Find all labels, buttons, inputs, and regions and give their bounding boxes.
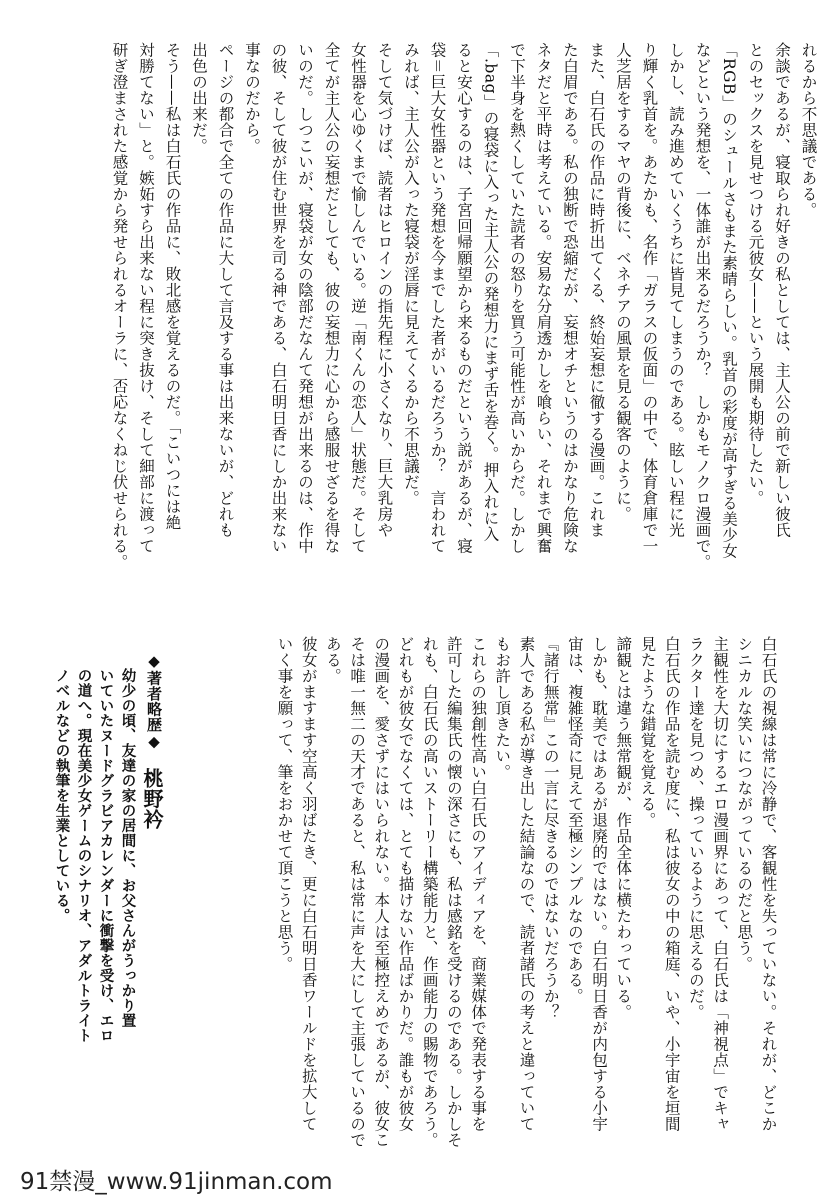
upper-text-line: り輝く乳首を。あたかも、名作「ガラスの仮面」の中で、体育倉庫で一 [640,42,659,554]
upper-text-line: ると安心するのは、子宮回帰願望から来るものだという説があるが、寝 [455,42,473,554]
lower-text-line: 許可した編集氏の懐の深さにも、私は感銘を受けるのである。しかしそ [444,636,463,1148]
upper-text-line: 「.bag」の寝袋に入った主人公の発想力にまず舌を巻く。押入れに入 [481,42,500,543]
lower-text-line: 諦観とは違う無常観が、作品全体に横たわっている。 [614,636,633,1020]
upper-text-line: 人芝居をするマヤの背後に、ベネチアの風景を見る観客のように。 [614,42,632,522]
upper-text-line: ページの都合で全ての作品に大して言及する事は出来ないが、どれも [216,42,235,538]
lower-text-line: 宙は、複雑怪奇に見えて至極シンプルなのである。 [565,636,584,1004]
upper-text-line: とのセックスを見せつける元彼女——という展開も期待したい。 [746,42,765,506]
upper-text-line: 「RGB」のシュールさもまた素晴らしい。乳首の彩度が高すぎる美少女 [720,42,738,559]
lower-text-line: いく事を願って、筆をおかせて頂こうと思う。 [275,636,294,972]
upper-text-line: などという発想を、一体誰が出来るだろうか？ しかもモノクロ漫画で。 [693,42,712,570]
author-bio-line: ノベルなどの執筆を生業としている。 [53,668,70,923]
upper-text-line: そう——私は白石氏の作品に、敗北感を覚えるのだ。「こいつには絶 [163,42,182,531]
lower-text-line: の漫画を、愛さずにはいられない。本人は至極控えめであるが、彼女こ [372,636,391,1148]
upper-text-line: 出色の出来だ。 [190,42,208,154]
lower-text-line: 『諸行無常』この一言に尽きるのではないだろうか？ [541,636,560,1020]
lower-text-line: これらの独創性高い白石氏のアイディアを、商業媒体で発表する事を [469,636,488,1132]
upper-text-line: 全てが主人公の妄想だとしても、彼の妄想力に心から感服せざるを得な [322,42,341,554]
upper-text-line: 事なのだから。 [243,42,261,154]
lower-text-line: シニカルな笑いにつながっているのだと思う。 [735,636,754,972]
author-bio-line: 幼少の頃、友達の家の居間に、お父さんがうっかり置 [119,668,136,1028]
upper-text-line: れるから不思議である。 [799,42,818,218]
site-watermark: 91禁漫_www.91jinman.com [16,1168,337,1196]
lower-text-line: れも、白石氏の高いストーリー構築能力と、作画能力の賜物であろう。 [420,636,439,1148]
upper-text-line: た白眉である。私の独断で恐縮だが、妄想オチというのはかなり危険な [561,42,579,554]
upper-text-line: また、白石氏の作品に時折出てくる、終始妄想に徹する漫画。これま [587,42,606,538]
lower-text-line: そは唯一無二の天才であると、私は常に声を大にして主張しているので [348,636,367,1148]
author-heading: ◆著者略歴◆ [145,652,163,751]
lower-text-line: 彼女がますます空高く羽ばたき、更に白石明日香ワールドを拡大して [299,636,318,1132]
upper-text-line: いのだ。しつこいが、寝袋が女の陰部だなんて発想が出来るのは、作中 [296,42,314,554]
upper-text-line: 研ぎ澄まされた感覚から発せられるオーラに、否応なくねじ伏せられる。 [110,42,129,570]
upper-text-line: 袋＝巨大女性器という発想を今までした者がいるだろうか？ 言われて [428,42,447,555]
lower-text-line: ラクター達を見つめ、操っているように思えるのだ。 [686,636,705,1020]
lower-text-line: しかも、耽美ではあるが退廃的ではない。白石明日香が内包する小宇 [590,636,609,1132]
upper-text-line: ネタだと平時は考えている。安易な分肩透かしを喰らい、それまで興奮 [534,42,553,554]
upper-text-line: 対勝てない」と。嫉妬すら出来ない程に突き抜け、そして細部に渡って [137,42,155,554]
upper-text-line: 女性器を心ゆくまで愉しんでいる。逆「南くんの恋人」状態だ。そして [349,42,367,554]
lower-text-line: 白石氏の作品を読む度に、私は彼女の中の箱庭、いや、小宇宙を垣間 [662,636,681,1132]
lower-text-line: もお許し頂きたい。 [493,636,512,780]
upper-text-line: で下半身を熱くしていた読者の怒りを買う可能性が高いからだ。しかし [508,42,526,554]
lower-text-line: ある。 [323,636,342,684]
upper-text-line: しかし、読み進めていくうちに皆見てしまうのである。眩しい程に光 [667,42,685,538]
upper-text-line: 余談であるが、寝取られ好きの私としては、主人公の前で新しい彼氏 [773,42,791,538]
lower-text-line: 見たような錯覚を覚える。 [638,636,657,828]
upper-text-line: そして気づけば、読者はヒロインの指先程に小さくなり、巨大乳房や [375,42,394,538]
author-name: 桃野衿 [140,768,164,830]
upper-text-line: みれば、主人公が入った寝袋が淫唇に見えてくるから不思議だ。 [402,42,420,506]
lower-text-line: どれもが彼女でなくては、とても描けない作品ばかりだ。誰もが彼女 [396,636,415,1132]
author-bio-line: の道へ。現在美少女ゲームのシナリオ、アダルトライト [75,668,92,1043]
lower-text-line: 主観性を大切にするエロ漫画界にあって、白石氏は「神視点」でキャ [711,636,730,1132]
lower-text-line: 白石氏の視線は常に冷静で、客観性を失っていない。それが、どこか [759,636,778,1132]
lower-text-line: 素人である私が導き出した結論なので、読者諸氏の考えと違っていて [517,636,536,1132]
upper-text-line: の彼、そして彼が住む世界を司る神である、白石明日香にしか出来ない [269,42,288,554]
author-bio-line: いていたヌードグラビアカレンダーに衝撃を受け、エロ [97,668,114,1043]
